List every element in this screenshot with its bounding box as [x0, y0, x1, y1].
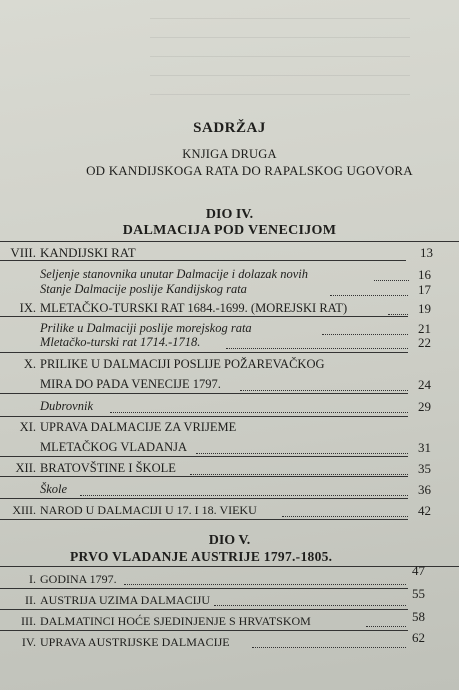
toc-entry-ix [0, 301, 347, 316]
rule-line [0, 316, 408, 317]
chapter-title: KANDIJSKI RAT [40, 245, 136, 260]
rule-line [0, 566, 459, 567]
toc-entry-i [0, 572, 117, 587]
leader-dots [388, 313, 408, 315]
chapter-title-continued: MIRA DO PADA VENECIJE 1797. [40, 377, 221, 391]
leader-dots [330, 294, 408, 296]
toc-subentry: Škole [40, 482, 68, 496]
toc-entry-viii [0, 245, 136, 261]
chapter-number: VIII. [10, 245, 36, 260]
chapter-title: AUSTRIJA UZIMA DALMACIJU [40, 593, 211, 607]
leader-dots [110, 411, 408, 413]
toc-entry-xi [0, 420, 236, 435]
chapter-title-continued: MLETAČKOG VLADANJA [40, 440, 188, 454]
chapter-number: XII. [15, 461, 36, 475]
rule-line [0, 416, 408, 417]
leader-dots [282, 515, 408, 517]
leader-dots [214, 604, 406, 606]
chapter-title: PRILIKE U DALMACIJI POSLIJE POŽAREVAČKOG [40, 357, 325, 371]
page-number: 31 [418, 440, 431, 455]
rule-line [0, 630, 408, 631]
page-number: 16 [418, 267, 431, 282]
chapter-number: XI. [19, 420, 36, 434]
chapter-title: DALMATINCI HOĆE SJEDINJENJE S HRVATSKOM [40, 614, 311, 628]
chapter-number: II. [25, 593, 36, 607]
bleed-through-text [150, 0, 410, 110]
page-number: 35 [418, 461, 431, 476]
page-number: 62 [412, 630, 425, 645]
chapter-title: MLETAČKO-TURSKI RAT 1684.-1699. (MOREJSKI RAT) [40, 301, 348, 315]
chapter-number: XIII. [12, 503, 36, 517]
page-number: 19 [418, 301, 431, 316]
rule-line [0, 352, 408, 353]
contents-title: SADRŽAJ [193, 120, 266, 136]
leader-dots [226, 347, 408, 349]
toc-subentry: Dubrovnik [40, 399, 93, 413]
toc-subentry: Mletačko-turski rat 1714.-1718. [40, 335, 201, 349]
rule-line [0, 588, 408, 589]
toc-subentry: Prilike u Dalmaciji poslije morejskog rata [40, 321, 252, 335]
chapter-title: UPRAVA AUSTRIJSKE DALMACIJE [40, 635, 230, 649]
leader-dots [196, 452, 408, 454]
rule-line [0, 519, 408, 520]
rule-line [0, 241, 459, 242]
chapter-title: UPRAVA DALMACIJE ZA VRIJEME [40, 420, 237, 434]
toc-entry-iii [0, 614, 311, 629]
page-number: 47 [412, 563, 425, 578]
rule-line [0, 260, 406, 261]
toc-entry-iv [0, 635, 230, 650]
leader-dots [252, 646, 406, 648]
part-5-name: PRVO VLADANJE AUSTRIJE 1797.-1805. [70, 549, 333, 564]
toc-subentry: Seljenje stanovnika unutar Dalmacije i dolazak novih [40, 267, 309, 281]
toc-entry-x [0, 357, 325, 372]
leader-dots [80, 494, 408, 496]
page-number: 58 [412, 609, 425, 624]
toc-subentry: Stanje Dalmacije poslije Kandijskog rata [40, 282, 247, 296]
chapter-number: X. [23, 357, 36, 371]
page-number: 21 [418, 321, 431, 336]
rule-line [0, 456, 408, 457]
chapter-title: NAROD U DALMACIJI U 17. I 18. VIEKU [40, 503, 257, 517]
page-number: 42 [418, 503, 431, 518]
part-4-title: DIO IV. [205, 207, 254, 222]
chapter-number: IV. [21, 635, 36, 649]
rule-line [0, 609, 408, 610]
page-number: 29 [418, 399, 431, 414]
chapter-number: IX. [19, 301, 36, 315]
page-number: 36 [418, 482, 431, 497]
toc-entry-xiii [0, 503, 257, 518]
leader-dots [322, 333, 408, 335]
book-label: KNJIGA DRUGA [182, 147, 277, 161]
page-number: 24 [418, 377, 431, 392]
rule-line [0, 476, 408, 477]
leader-dots [366, 625, 406, 627]
part-5-title: DIO V. [208, 533, 251, 548]
toc-entry-xii [0, 461, 176, 476]
chapter-title: BRATOVŠTINE I ŠKOLE [40, 461, 176, 475]
part-4-name: DALMACIJA POD VENECIJOM [122, 223, 337, 238]
book-subtitle: OD KANDIJSKOGA RATA DO RAPALSKOG UGOVORA [86, 163, 413, 178]
page-number: 17 [418, 282, 431, 297]
rule-line [0, 393, 408, 394]
chapter-title: GODINA 1797. [40, 572, 117, 586]
page-number: 22 [418, 335, 431, 350]
page-number: 55 [412, 586, 425, 601]
page-number: 13 [420, 245, 433, 260]
chapter-number: I. [29, 572, 36, 586]
leader-dots [190, 473, 408, 475]
toc-entry-ii [0, 593, 210, 608]
rule-line [0, 498, 408, 499]
leader-dots [124, 583, 406, 585]
leader-dots [240, 389, 408, 391]
leader-dots [374, 279, 409, 281]
chapter-number: III. [21, 614, 36, 628]
